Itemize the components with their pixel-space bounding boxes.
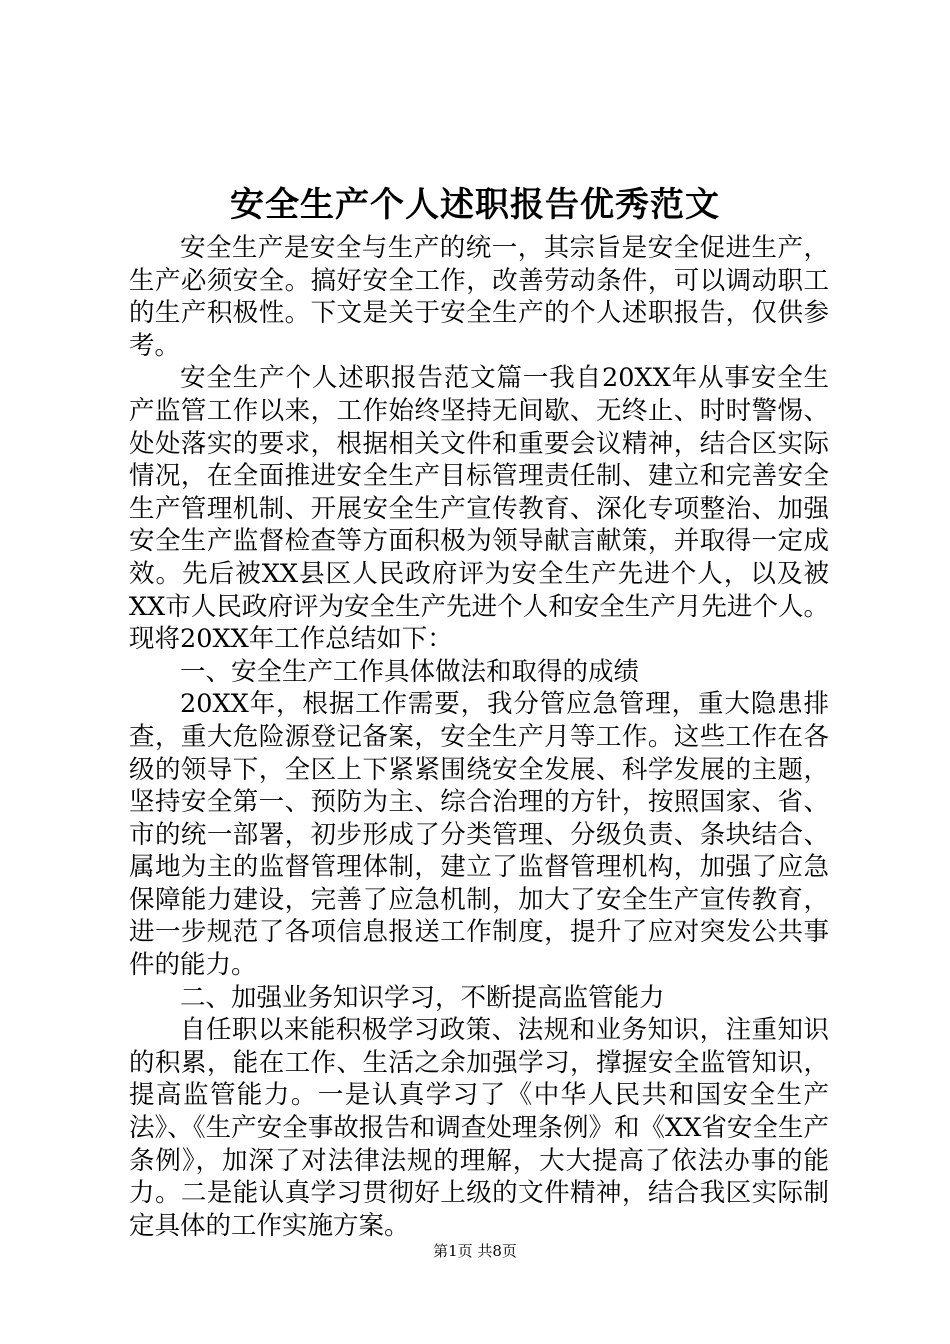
document-title: 安全生产个人述职报告优秀范文 — [230, 185, 720, 225]
paragraph-intro: 安全生产是安全与生产的统一，其宗旨是安全促进生产，生产必须安全。搞好安全工作，改善劳动条件，可以调动职工的生产积极性。下文是关于安全生产的个人述职报告，仅供参考。 — [129, 233, 829, 361]
section-heading-1: 一、安全生产工作具体做法和取得的成绩 — [180, 656, 640, 687]
paragraph-section-2: 自任职以来能积极学习政策、法规和业务知识，注重知识的积累，能在工作、生活之余加强学习，撑握安全监管知识，提高监管能力。一是认真学习了《中华人民共和国安全生产法》、《生产安全事故报告和调查处理条例》和《XX省安全生产条例》，加深了对法律法规的理解，大大提高了依法办事的能力。二是能认真学习贯彻好上级的文件精神，结合我区实际制定具体的工作实施方案。 — [129, 1015, 829, 1241]
document-body — [129, 232, 829, 1242]
paragraph-overview: 安全生产个人述职报告范文篇一我自20XX年从事安全生产监管工作以来，工作始终坚持无间歇、无终止、时时警惕、处处落实的要求，根据相关文件和重要会议精神，结合区实际情况，在全面推进安全生产目标管理责任制、建立和完善安全生产管理机制、开展安全生产宣传教育、深化专项整治、加强安全生产监督检查等方面积极为领导献言献策，并取得一定成效。先后被XX县区人民政府评为安全生产先进个人，以及被XX市人民政府评为安全生产先进个人和安全生产月先进个人。现将20XX年工作总结如下： — [129, 363, 829, 655]
page-footer: 第1页 共8页 — [433, 1242, 517, 1260]
paragraph-section-1: 20XX年，根据工作需要，我分管应急管理，重大隐患排查，重大危险源登记备案，安全生产月等工作。这些工作在各级的领导下，全区上下紧紧围绕安全发展、科学发展的主题，坚持安全第一、预防为主、综合治理的方针，按照国家、省、市的统一部署，初步形成了分类管理、分级负责、条块结合、属地为主的监督管理体制，建立了监督管理机构，加强了应急保障能力建设，完善了应急机制，加大了安全生产宣传教育，进一步规范了各项信息报送工作制度，提升了应对突发公共事件的能力。 — [129, 689, 829, 981]
section-heading-2: 二、加强业务知识学习，不断提高监管能力 — [180, 982, 665, 1013]
